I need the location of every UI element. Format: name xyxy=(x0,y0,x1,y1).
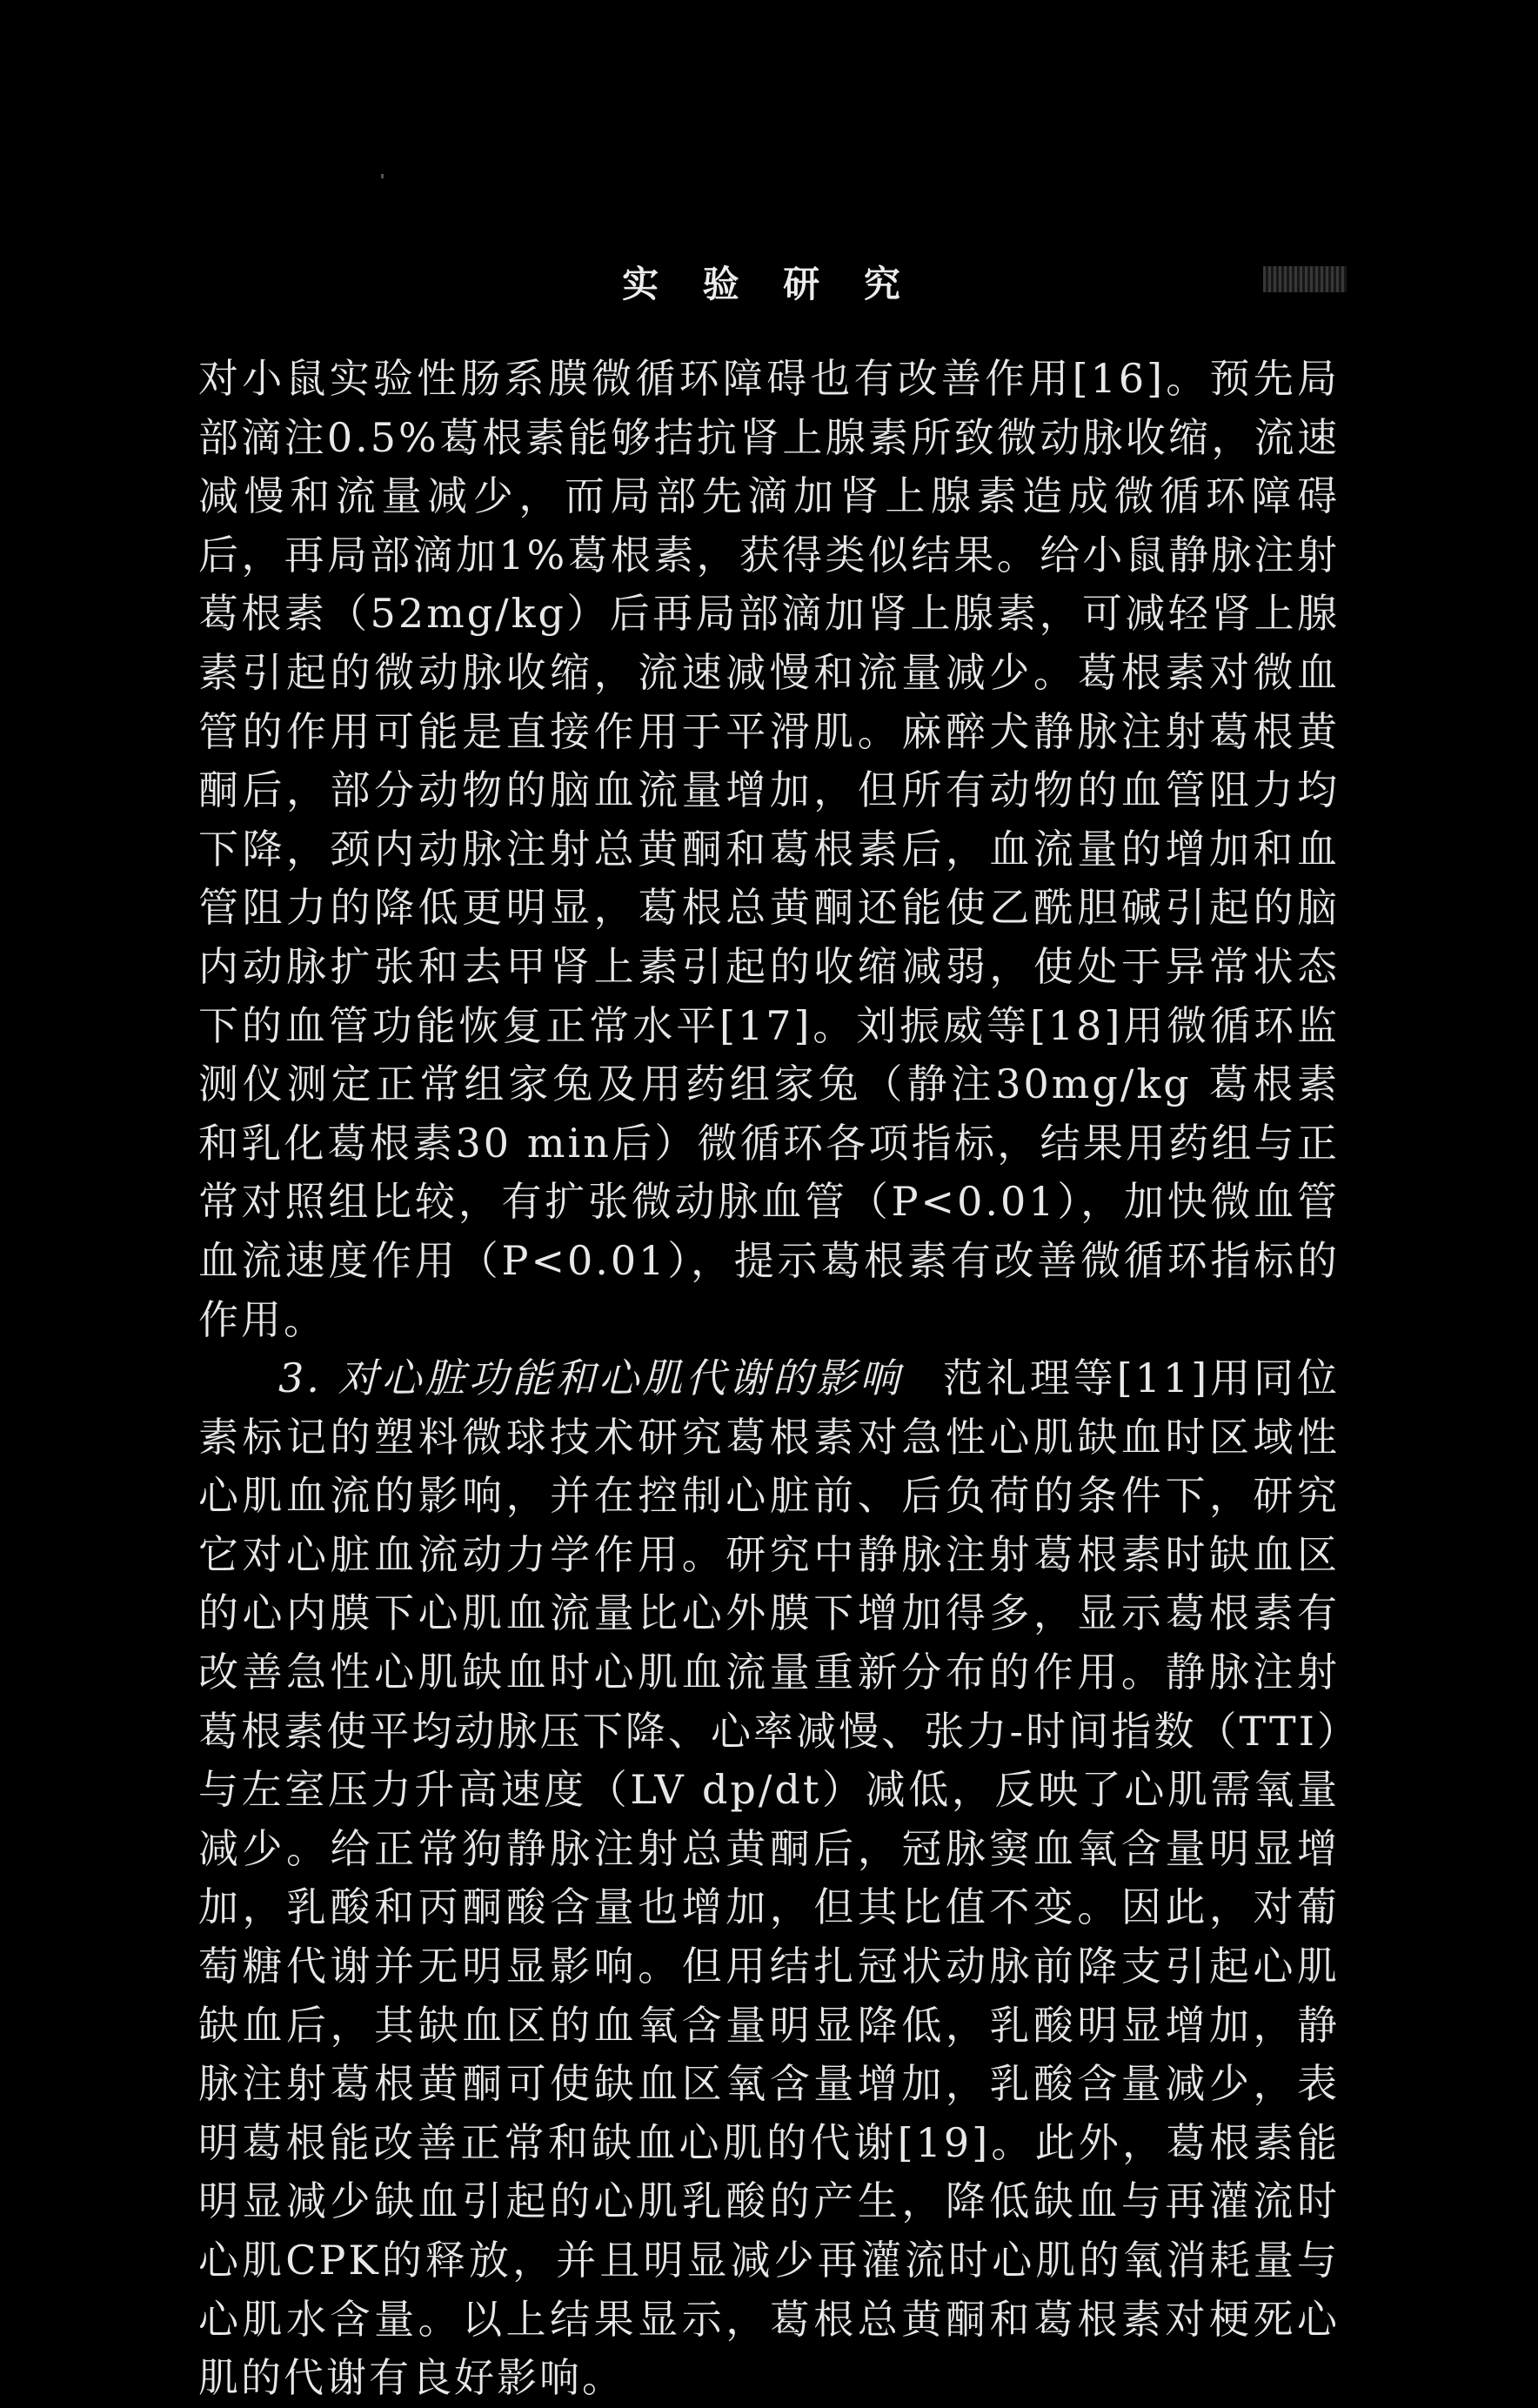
header-corner-mark xyxy=(1263,266,1347,292)
body-text xyxy=(198,350,1340,2408)
paragraph-microcirculation: 对小鼠实验性肠系膜微循环障碍也有改善作用[16]。预先局部滴注0.5%葛根素能够拮抗肾上腺素所致微动脉收缩，流速减慢和流量减少，而局部先滴加肾上腺素造成微循环障碍后，再局部滴加1%葛根素，获得类似结果。给小鼠静脉注射葛根素（52mg/kg）后再局部滴加肾上腺素，可减轻肾上腺素引起的微动脉收缩，流速减慢和流量减少。葛根素对微血管的作用可能是直接作用于平滑肌。麻醉犬静脉注射葛根黄酮后，部分动物的脑血流量增加，但所有动物的血管阻力均下降，颈内动脉注射总黄酮和葛根素后，血流量的增加和血管阻力的降低更明显，葛根总黄酮还能使乙酰胆碱引起的脑内动脉扩张和去甲肾上素引起的收缩减弱，使处于异常状态下的血管功能恢复正常水平[17]。刘振威等[18]用微循环监测仪测定正常组家兔及用药组家兔（静注30mg/kg 葛根素和乳化葛根素30 min后）微循环各项指标，结果用药组与正常对照组比较，有扩张微动脉血管（P<0.01），加快微血管血流速度作用（P<0.01），提示葛根素有改善微循环指标的作用。 xyxy=(198,355,1340,1343)
section-heading: 3. 对心脏功能和心肌代谢的影响 xyxy=(278,1354,903,1402)
paragraph-cardiac-function xyxy=(198,1349,1340,2408)
page-header: 实 验 研 究 xyxy=(622,263,916,305)
scan-speck xyxy=(381,174,384,178)
paragraph-cardiac-text: 范礼理等[11]用同位素标记的塑料微球技术研究葛根素对急性心肌缺血时区域性心肌血流的影响，并在控制心脏前、后负荷的条件下，研究它对心脏血流动力学作用。研究中静脉注射葛根素时缺血区的心内膜下心肌血流量比心外膜下增加得多，显示葛根素有改善急性心肌缺血时心肌血流量重新分布的作用。静脉注射葛根素使平均动脉压下降、心率减慢、张力-时间指数（TTI）与左室压力升高速度（LV dp/dt）减低，反映了心肌需氧量减少。给正常狗静脉注射总黄酮后，冠脉窦血氧含量明显增加，乳酸和丙酮酸含量也增加，但其比值不变。因此，对葡萄糖代谢并无明显影响。但用结扎冠状动脉前降支引起心肌缺血后，其缺血区的血氧含量明显降低，乳酸明显增加，静脉注射葛根黄酮可使缺血区氧含量增加，乳酸含量减少，表明葛根能改善正常和缺血心肌的代谢[19]。此外，葛根素能明显减少缺血引起的心肌乳酸的产生，降低缺血与再灌流时心肌CPK的释放，并且明显减少再灌流时心肌的氧消耗量与心肌水含量。以上结果显示，葛根总黄酮和葛根素对梗死心肌的代谢有良好影响。 xyxy=(198,1354,1340,2402)
